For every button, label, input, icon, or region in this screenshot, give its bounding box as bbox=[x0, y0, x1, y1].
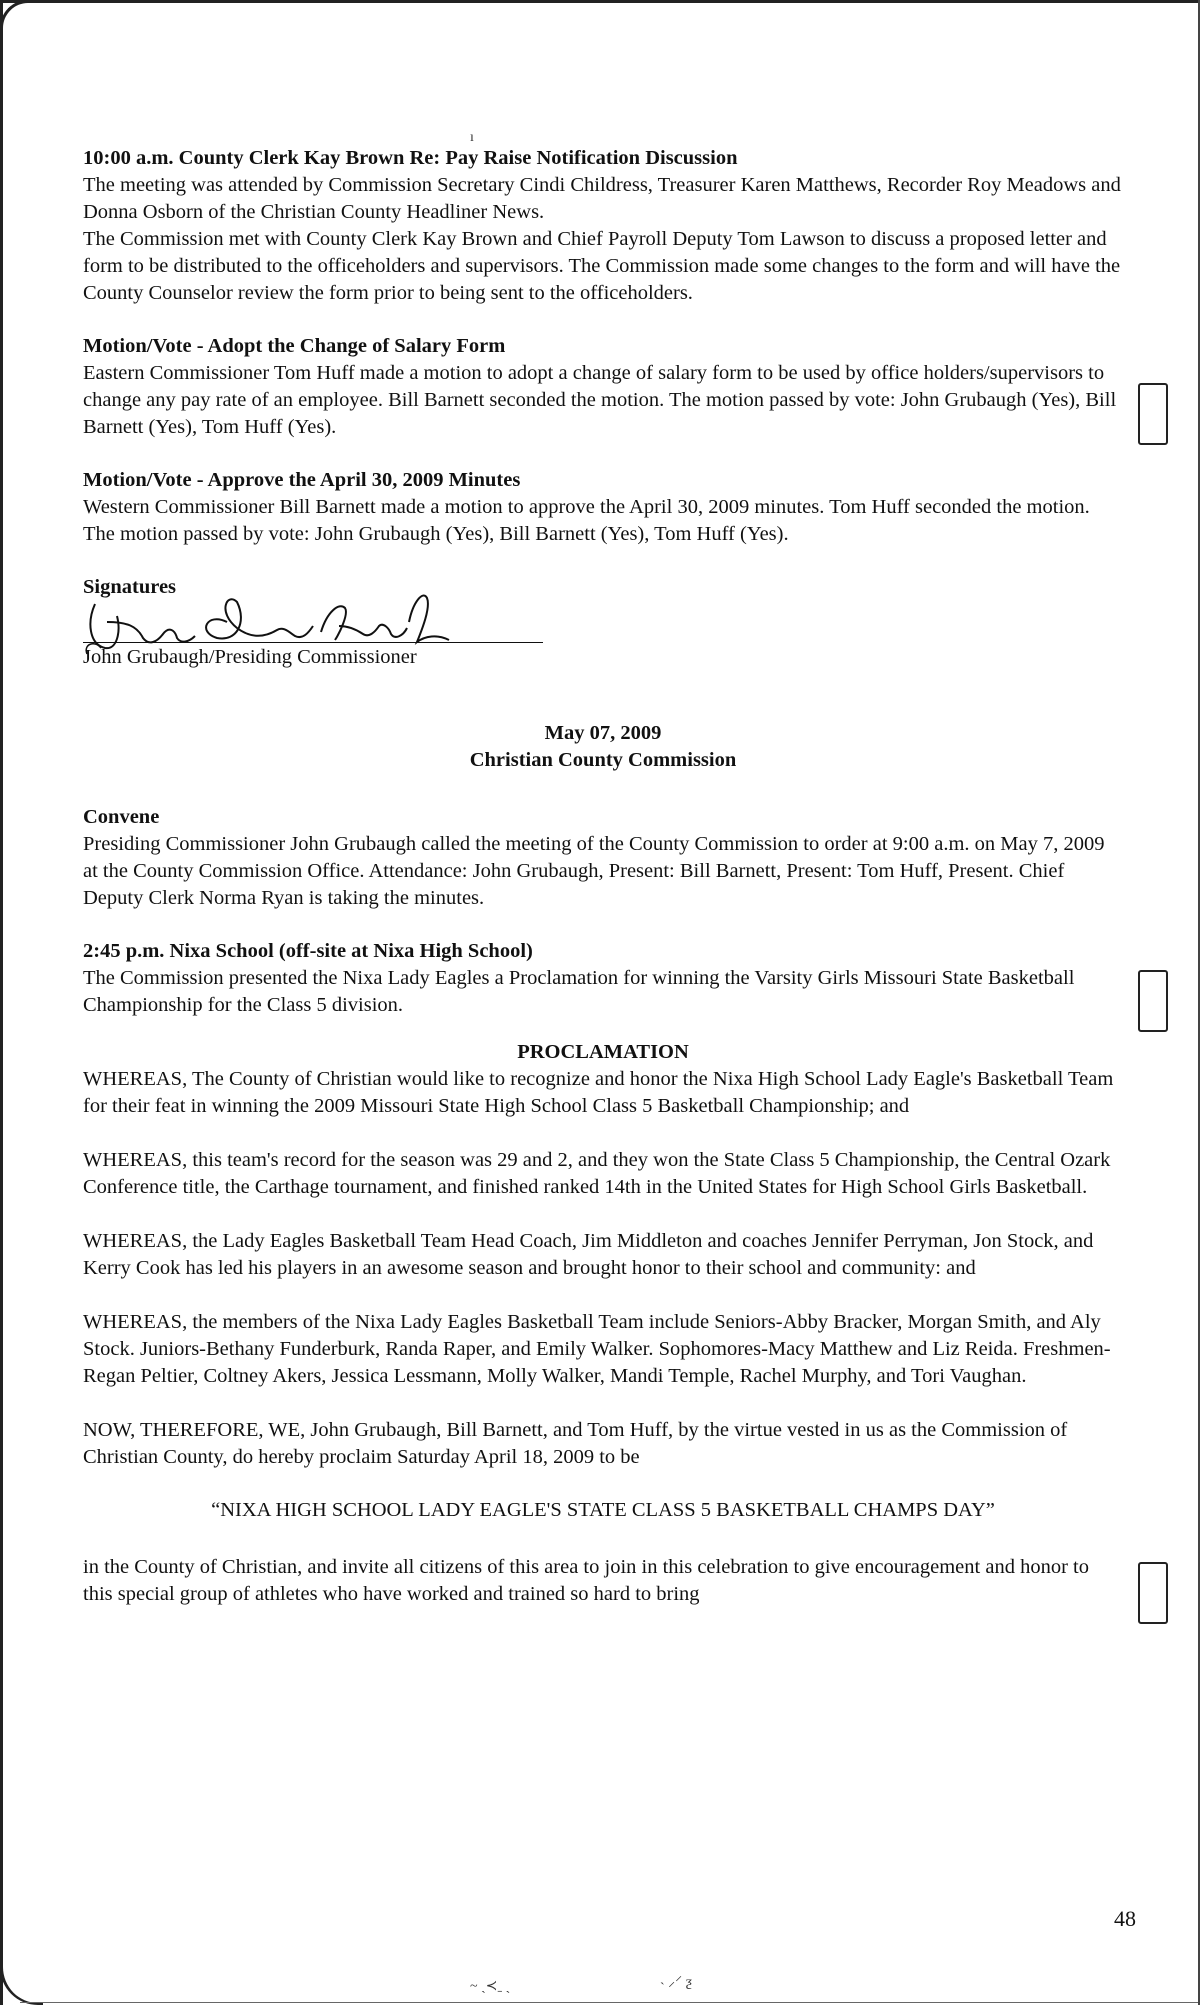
nixa-school-section bbox=[83, 938, 1123, 1019]
whereas-clause: WHEREAS, The County of Christian would like to recognize and honor the Nixa High School Lady Eagle's Basketball Team for their feat in winning the 2009 Missouri State High School Class 5 Basketball Championship; and bbox=[83, 1068, 1114, 1117]
pay-raise-section bbox=[83, 145, 1123, 307]
motion-paragraph: Western Commissioner Bill Barnett made a motion to approve the April 30, 2009 minutes. Tom Huff seconded the motion. The motion passed by vote: John Grubaugh (Yes), Bill Barnett (Yes), Tom Huff (Yes). bbox=[83, 496, 1090, 545]
page-border-top bbox=[0, 0, 1200, 3]
page-bottom-edge bbox=[20, 2002, 1198, 2003]
proclamation-title: “NIXA HIGH SCHOOL LADY EAGLE'S STATE CLASS 5 BASKETBALL CHAMPS DAY” bbox=[211, 1499, 995, 1521]
margin-checkbox bbox=[1138, 383, 1168, 445]
motion-paragraph: Eastern Commissioner Tom Huff made a motion to adopt a change of salary form to be used by office holders/supervisors to change any pay rate of an employee. Bill Barnett seconded the motion. The motion passed by vote: John Grubaugh (Yes), Bill Barnett (Yes), Tom Huff (Yes). bbox=[83, 362, 1117, 438]
section-heading: Motion/Vote - Approve the April 30, 2009 Minutes bbox=[83, 469, 521, 491]
section-heading: Motion/Vote - Adopt the Change of Salary Form bbox=[83, 335, 506, 357]
scan-mark: ~ ˎ≺ˍ ˎ bbox=[470, 1979, 511, 1994]
margin-checkbox bbox=[1138, 1562, 1168, 1624]
meeting-date: May 07, 2009 bbox=[544, 722, 662, 744]
attendance-paragraph: The meeting was attended by Commission Secretary Cindi Childress, Treasurer Karen Matthews, Recorder Roy Meadows and Donna Osborn of the Christian County Headliner News. bbox=[83, 174, 1121, 223]
whereas-clause: WHEREAS, the Lady Eagles Basketball Team Head Coach, Jim Middleton and coaches Jennifer Perryman, Jon Stock, and Kerry Cook has led his players in an awesome season and brought honor to their school and community: and bbox=[83, 1230, 1094, 1279]
closing-paragraph: in the County of Christian, and invite all citizens of this area to join in this celebration to give encouragement and honor to this special group of athletes who have worked and trained so hard to bring bbox=[83, 1556, 1089, 1605]
proclamation-heading: PROCLAMATION bbox=[517, 1041, 689, 1063]
whereas-clause: WHEREAS, the members of the Nixa Lady Eagles Basketball Team include Seniors-Abby Bracker, Morgan Smith, and Aly Stock. Juniors-Bethany Funderburk, Randa Raper, and Emily Walker. Sophomores-Macy Matthew and Liz Reida. Freshmen-Regan Peltier, Coltney Akers, Jessica Lessmann, Molly Walker, Mandi Temple, Rachel Murphy, and Tori Vaughan. bbox=[83, 1311, 1111, 1387]
meeting-body: Christian County Commission bbox=[469, 749, 737, 771]
convene-section bbox=[83, 804, 1123, 912]
proclamation bbox=[83, 1039, 1123, 1608]
signatures-heading: Signatures bbox=[83, 576, 177, 598]
convene-paragraph: Presiding Commissioner John Grubaugh called the meeting of the County Commission to order at 9:00 a.m. on May 7, 2009 at the County Commission Office. Attendance: John Grubaugh, Present: Bill Barnett, Present: Tom Huff, Present. Chief Deputy Clerk Norma Ryan is taking the minutes. bbox=[83, 833, 1105, 909]
section-heading: 2:45 p.m. Nixa School (off-site at Nixa High School) bbox=[83, 940, 533, 962]
signature-name: John Grubaugh/Presiding Commissioner bbox=[83, 646, 417, 668]
page-corner-top bbox=[0, 0, 33, 33]
therefore-clause: NOW, THEREFORE, WE, John Grubaugh, Bill Barnett, and Tom Huff, by the virtue vested in us as the Commission of Christian County, do hereby proclaim Saturday April 18, 2009 to be bbox=[83, 1419, 1068, 1468]
document-body bbox=[83, 145, 1123, 1608]
nixa-paragraph: The Commission presented the Nixa Lady Eagles a Proclamation for winning the Varsity Girls Missouri State Basketball Championship for the Class 5 division. bbox=[83, 967, 1075, 1016]
section-heading: 10:00 a.m. County Clerk Kay Brown Re: Pay Raise Notification Discussion bbox=[83, 147, 738, 169]
page-corner-bottom bbox=[0, 1963, 43, 2005]
section-heading: Convene bbox=[83, 806, 160, 828]
scan-mark: ˴ ⸝⸍ ƺ bbox=[660, 1975, 692, 1990]
margin-checkbox bbox=[1138, 970, 1168, 1032]
scan-mark: ı bbox=[470, 130, 474, 145]
discussion-paragraph: The Commission met with County Clerk Kay Brown and Chief Payroll Deputy Tom Lawson to discuss a proposed letter and form to be distributed to the officeholders and supervisors. The Commission made some changes to the form and will have the County Counselor review the form prior to being sent to the officeholders. bbox=[83, 228, 1121, 304]
whereas-clause: WHEREAS, this team's record for the season was 29 and 2, and they won the State Class 5 Championship, the Central Ozark Conference title, the Carthage tournament, and finished ranked 14th in the United States for High School Girls Basketball. bbox=[83, 1149, 1111, 1198]
page-border-left bbox=[0, 0, 3, 2005]
minutes-motion-section bbox=[83, 467, 1123, 548]
page-number: 48 bbox=[1114, 1906, 1136, 1931]
salary-form-motion-section bbox=[83, 333, 1123, 441]
meeting-header bbox=[83, 720, 1123, 774]
signature-block bbox=[83, 574, 1123, 684]
signature-line bbox=[83, 642, 543, 643]
